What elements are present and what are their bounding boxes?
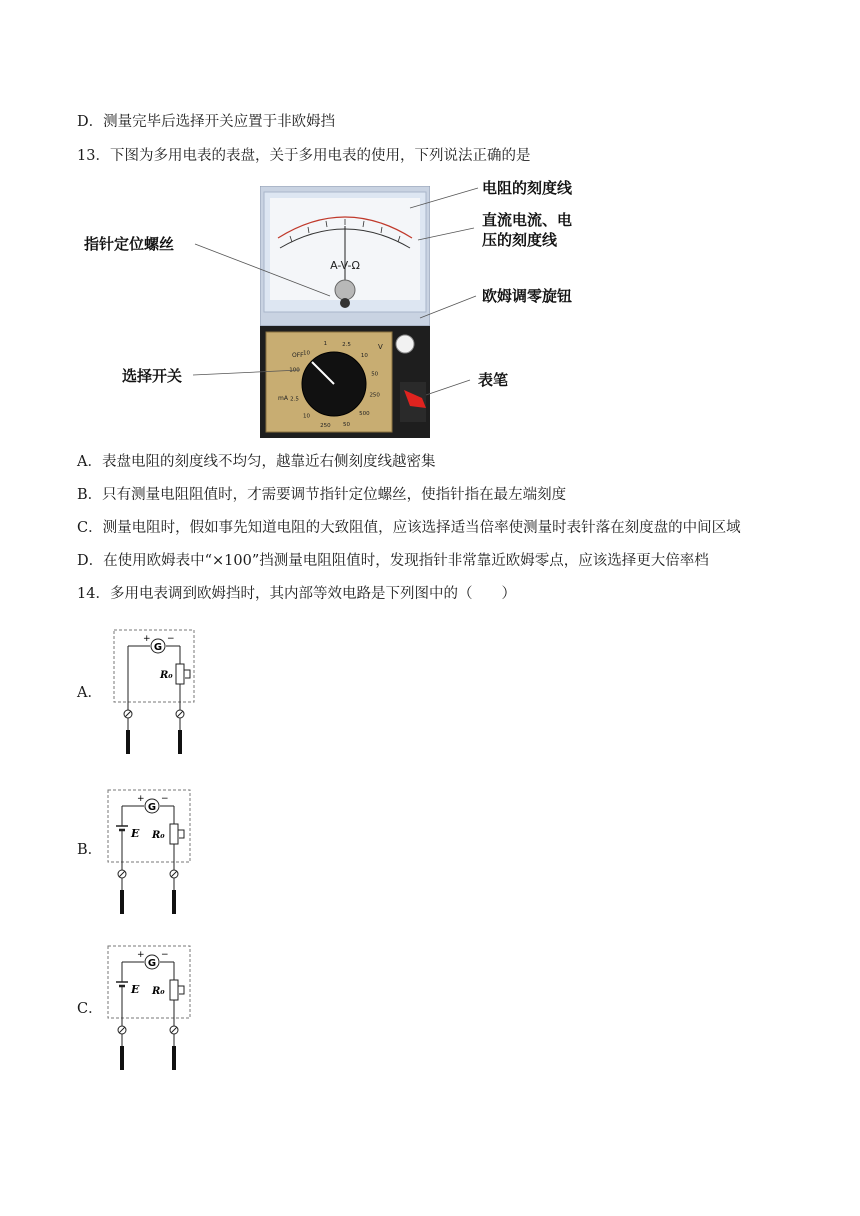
callout-leaders: [0, 0, 860, 460]
probe-left: [126, 730, 130, 754]
svg-text:+: +: [137, 794, 145, 804]
probe-left: [120, 890, 124, 914]
dial-unit-ma: mA: [278, 395, 288, 402]
svg-text:−: −: [161, 794, 169, 804]
dial-label: 10: [303, 350, 310, 357]
q13-option-a: A．表盘电阻的刻度线不均匀，越靠近右侧刻度线越密集: [77, 454, 436, 470]
svg-text:−: −: [167, 634, 175, 644]
dial-label: 50: [371, 371, 379, 378]
svg-text:−: −: [161, 950, 169, 960]
probe-right: [178, 730, 182, 754]
probe-left: [120, 1046, 124, 1070]
q14-option-b-label: B．: [77, 842, 103, 858]
callout-pointer-screw: 指针定位螺丝: [84, 235, 175, 253]
dial-label: 100: [289, 367, 300, 374]
dial-label: 50: [343, 422, 350, 429]
q14-option-a-circuit: [108, 626, 198, 756]
galvanometer-label: G: [153, 642, 163, 653]
dial-label: 10: [360, 353, 368, 359]
svg-text:+: +: [143, 634, 151, 644]
resistor-label: R₀: [160, 670, 173, 681]
callout-dc-scale-line1: 直流电流、电: [482, 211, 573, 229]
probe-right: [172, 1046, 176, 1070]
dial-label: 2.5: [290, 396, 299, 403]
galvanometer-label: G: [147, 802, 157, 813]
resistor-label: R₀: [152, 986, 165, 997]
q14-option-c-circuit: [104, 942, 196, 1072]
galvanometer-label: G: [147, 958, 157, 969]
dial-unit-v: V: [378, 343, 383, 351]
q14-option-c-label: C．: [77, 1001, 103, 1017]
callout-probe: 表笔: [478, 371, 509, 389]
q14-option-b-circuit: [104, 786, 196, 916]
resistor-label: R₀: [152, 830, 165, 841]
callout-resistance-scale: 电阻的刻度线: [482, 179, 573, 197]
q14-stem: 14．多用电表调到欧姆挡时，其内部等效电路是下列图中的（ ）: [77, 586, 516, 602]
dial-label: 1: [323, 340, 328, 347]
resistor-icon: [170, 824, 178, 844]
q13-option-d: D．在使用欧姆表中“×100”挡测量电阻阻值时，发现指针非常靠近欧姆零点，应该选择更大倍率档: [77, 553, 709, 569]
dial-label: 250: [369, 392, 380, 399]
q13-option-c: C．测量电阻时，假如事先知道电阻的大致阻值，应该选择适当倍率使测量时表针落在刻度盘的中间区域: [77, 520, 741, 536]
resistor-icon: [176, 664, 184, 684]
dial-label: 500: [359, 411, 370, 417]
dial-label: 10: [303, 413, 310, 420]
battery-label: E: [131, 827, 140, 840]
dial-label: 2.5: [342, 341, 351, 348]
dial-label: 250: [320, 423, 331, 430]
q13-option-b: B．只有测量电阻阻值时，才需要调节指针定位螺丝，使指针指在最左端刻度: [77, 487, 567, 503]
callout-dc-scale-line2: 压的刻度线: [482, 231, 558, 249]
q13-stem: 13．下图为多用电表的表盘，关于多用电表的使用，下列说法正确的是: [77, 148, 531, 164]
q12-option-d: D．测量完毕后选择开关应置于非欧姆挡: [77, 114, 336, 130]
meter-face-label: A-V-Ω: [330, 259, 360, 272]
q14-option-a-label: A．: [77, 685, 102, 701]
callout-ohm-zero-knob: 欧姆调零旋钮: [482, 287, 573, 305]
svg-text:+: +: [137, 950, 145, 960]
callout-selector-switch: 选择开关: [122, 367, 183, 385]
switch-off-label: OFF: [292, 352, 304, 359]
resistor-icon: [170, 980, 178, 1000]
probe-right: [172, 890, 176, 914]
battery-label: E: [131, 983, 140, 996]
